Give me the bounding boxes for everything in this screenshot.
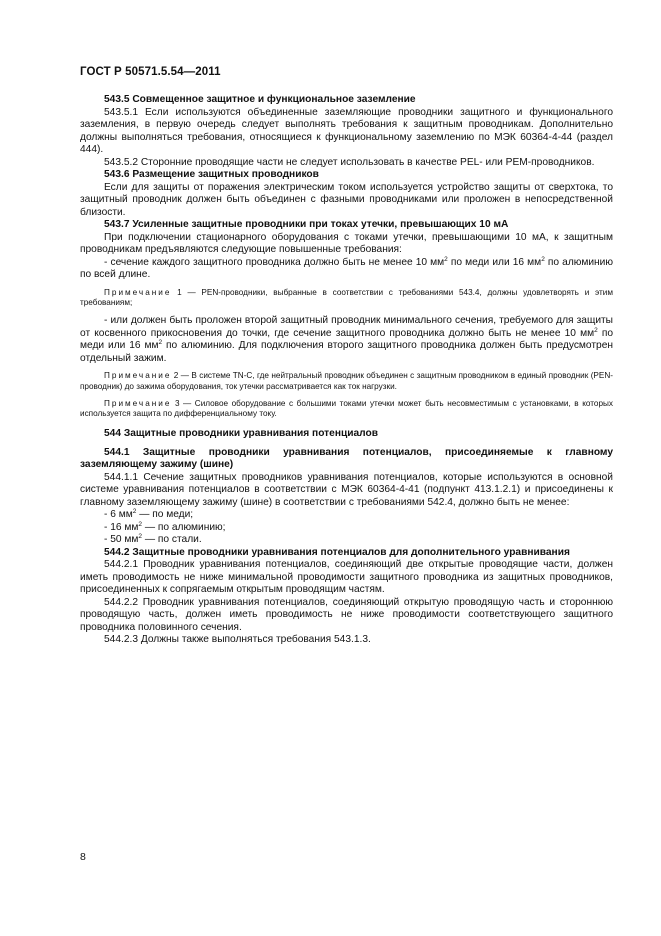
note-text: 2 — В системе TN-C, где нейтральный проводник объединен с защитным проводником в единый проводник (PEN-проводник) до зажима оборудования, ток утечки рассматривается как ток нагрузки. bbox=[80, 371, 613, 391]
document-header: ГОСТ Р 50571.5.54—2011 bbox=[80, 66, 221, 78]
section-heading-544-1: 544.1 Защитные проводники уравнивания потенциалов, присоединяемые к главному заземляющему зажиму (шине) bbox=[80, 446, 613, 471]
superscript: 2 bbox=[132, 508, 137, 516]
paragraph-544-2-2: 544.2.2 Проводник уравнивания потенциалов, соединяющий открытую проводящую часть и стороннюю проводящую часть, должен иметь проводимость не ниже проводимости соответствующего защитного проводника половинного сечения. bbox=[80, 596, 613, 633]
list-item-543-7-2 bbox=[80, 315, 613, 365]
list-item: - 50 $мм^2$ — по стали. bbox=[104, 533, 202, 546]
note-label: Примечание bbox=[104, 371, 172, 381]
list-item-text: - или должен быть проложен второй защитный проводник минимального сечения, требуемого для защиты от косвенного прикосновения до точки, где сечение защитного проводника должно быть не менее 10 мм bbox=[80, 315, 613, 339]
note-text: 3 — Силовое оборудование с большими токами утечки может быть несовместимым с установками, в которых используется защита по дифференциальному току. bbox=[80, 398, 613, 419]
superscript: 2 bbox=[138, 533, 143, 541]
list-item-text: - сечение каждого защитного проводника должно быть не менее 10 мм bbox=[104, 256, 445, 268]
note-label: Примечание bbox=[104, 287, 172, 297]
superscript: 2 bbox=[541, 255, 545, 263]
section-heading-543-7: 543.7 Усиленные защитные проводники при токах утечки, превышающих 10 мА bbox=[104, 219, 509, 230]
note-1 bbox=[80, 288, 613, 310]
section-heading-543-5: 543.5 Совмещенное защитное и функциональное заземление bbox=[104, 94, 416, 105]
paragraph-543-5-1: 543.5.1 Если используются объединенные заземляющие проводники защитного и функционального заземления, в первую очередь следует выполнять требования к защитным проводникам. Дополнительно должны выполняться требования, относящиеся к функциональному заземлению по МЭК 60364-4-44 (раздел 444). bbox=[80, 106, 613, 155]
list-item-543-7-1 bbox=[80, 257, 613, 282]
list-item-text: по меди или 16 мм bbox=[447, 256, 542, 268]
note-text: 1 — PEN-проводники, выбранные в соответствии с требованиями 543.4, должны удовлетворять и этим требованиям; bbox=[80, 287, 613, 308]
note-3 bbox=[80, 399, 613, 421]
list-item-text: по меди или 16 мм bbox=[80, 327, 614, 352]
list-item-text: по алюминию. Для подключения второго защитного проводника должен быть предусмотрен отдельный зажим. bbox=[80, 340, 613, 364]
paragraph-543-5-2: 543.5.2 Сторонние проводящие части не следует использовать в качестве PEL- или PEM-проводников. bbox=[104, 156, 595, 168]
list-item-text: по алюминию по всей длине. bbox=[80, 256, 613, 280]
section-heading-543-6: 543.6 Размещение защитных проводников bbox=[104, 169, 319, 180]
note-2 bbox=[80, 371, 613, 393]
superscript: 2 bbox=[138, 520, 143, 528]
paragraph-544-2-1: 544.2.1 Проводник уравнивания потенциалов, соединяющий две открытые проводящие части, должен иметь проводимость не ниже минимальной проводимости защитного проводника из защитных проводников, присоединенных к сопрягаемым открытым проводящим частям. bbox=[80, 559, 613, 596]
paragraph-543-6: Если для защиты от поражения электрическим током используется устройство защиты от сверхтока, то защитный проводник должен быть объединен с фазными проводниками или проложен в непосредственной близости. bbox=[80, 181, 613, 218]
document-body bbox=[80, 94, 613, 647]
superscript: 2 bbox=[594, 326, 598, 334]
superscript: 2 bbox=[158, 339, 163, 347]
superscript: 2 bbox=[444, 255, 448, 263]
section-heading-544: 544 Защитные проводники уравнивания потенциалов bbox=[104, 428, 378, 440]
list-item: - 6 $мм^2$ — по меди; bbox=[104, 508, 194, 521]
paragraph-544-2-3: 544.2.3 Должны также выполняться требования 543.1.3. bbox=[104, 634, 371, 646]
paragraph-543-7-intro: При подключении стационарного оборудования с токами утечки, превышающими 10 мА, к защитным проводникам предъявляются следующие повышенные требования: bbox=[80, 231, 613, 255]
page-number: 8 bbox=[80, 851, 86, 863]
section-heading-544-2: 544.2 Защитные проводники уравнивания потенциалов для дополнительного уравнивания bbox=[104, 546, 570, 558]
note-label: Примечание bbox=[104, 398, 172, 408]
paragraph-544-1-1: 544.1.1 Сечение защитных проводников уравнивания потенциалов, которые используются в основной системе уравнивания потенциалов в соответствии с МЭК 60364-4-41 (подпункт 413.1.2.1) и присоединены к главному заземляющему зажиму (шине) в соответствии с требованиями 542.4, должно быть не менее: bbox=[80, 471, 613, 508]
list-item: - 16 $мм^2$ — по алюминию; bbox=[104, 520, 226, 533]
